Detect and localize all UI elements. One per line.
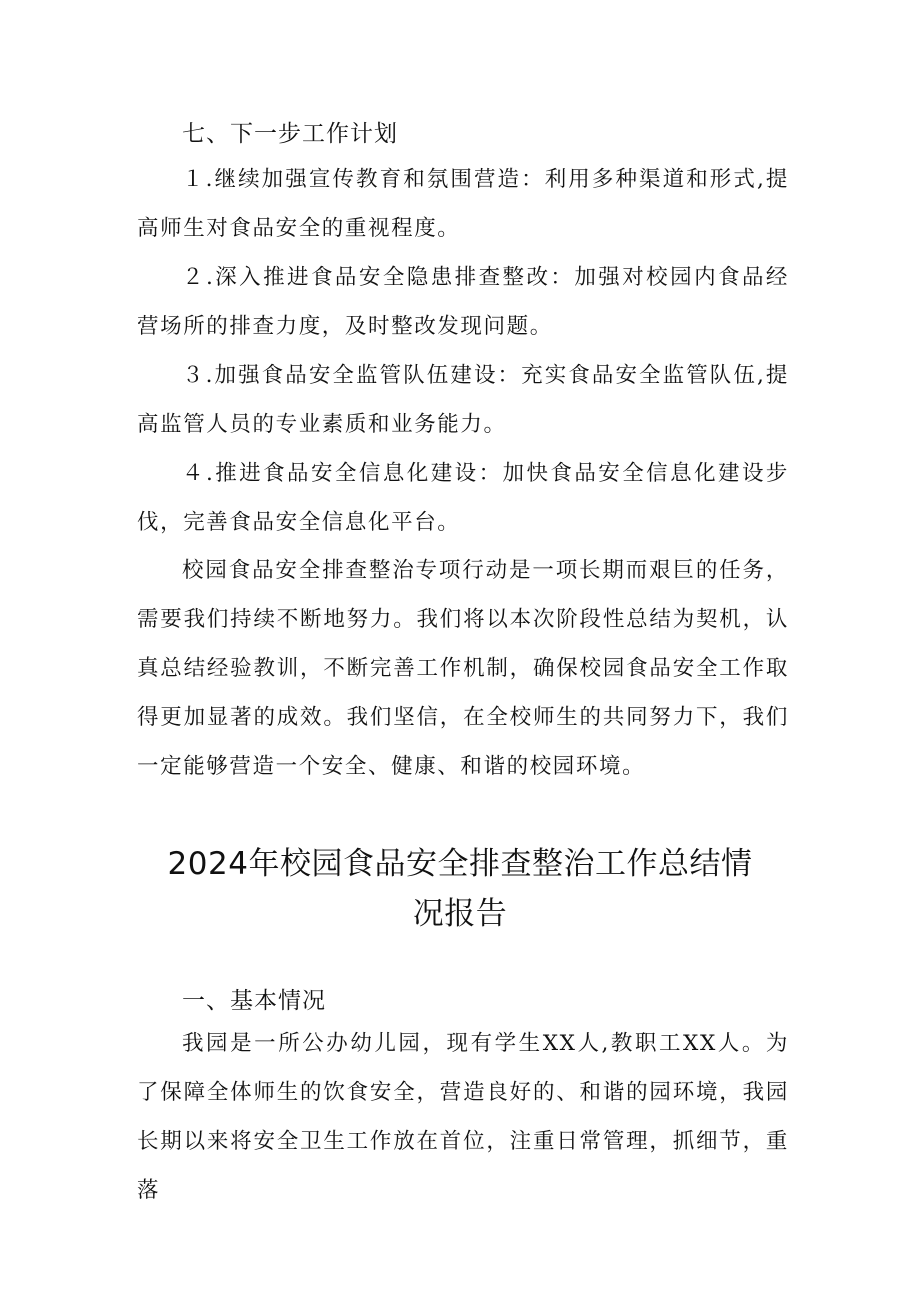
plan-item-2: ２.深入推进食品安全隐患排查整改：加强对校园内食品经营场所的排查力度，及时整改发现问题。 bbox=[137, 265, 789, 339]
section-one-heading: 一、基本情况 bbox=[182, 988, 326, 1014]
plan-item-3: ３.加强食品安全监管队伍建设：充实食品安全监管队伍,提高监管人员的专业素质和业务能力。 bbox=[137, 363, 789, 437]
report-title bbox=[120, 839, 800, 939]
plan-item-4: ４.推进食品安全信息化建设：加快食品安全信息化建设步伐，完善食品安全信息化平台。 bbox=[137, 461, 789, 535]
report-title-line-1: 2024年校园食品安全排查整治工作总结情 bbox=[167, 846, 753, 882]
section-one-paragraph: 我园是一所公办幼儿园，现有学生XX人,教职工XX人。为了保障全体师生的饮食安全，营造良好的、和谐的园环境，我园长期以来将安全卫生工作放在首位，注重日常管理，抓细节，重落 bbox=[137, 1031, 789, 1203]
plan-item-1: １.继续加强宣传教育和氛围营造：利用多种渠道和形式,提高师生对食品安全的重视程度。 bbox=[137, 167, 789, 241]
report-title-line-2: 况报告 bbox=[412, 896, 508, 932]
section-seven-heading: 七、下一步工作计划 bbox=[182, 121, 398, 147]
conclusion-paragraph: 校园食品安全排查整治专项行动是一项长期而艰巨的任务，需要我们持续不断地努力。我们将以本次阶段性总结为契机，认真总结经验教训，不断完善工作机制，确保校园食品安全工作取得更加显著的成效。我们坚信，在全校师生的共同努力下，我们一定能够营造一个安全、健康、和谐的校园环境。 bbox=[137, 558, 789, 779]
